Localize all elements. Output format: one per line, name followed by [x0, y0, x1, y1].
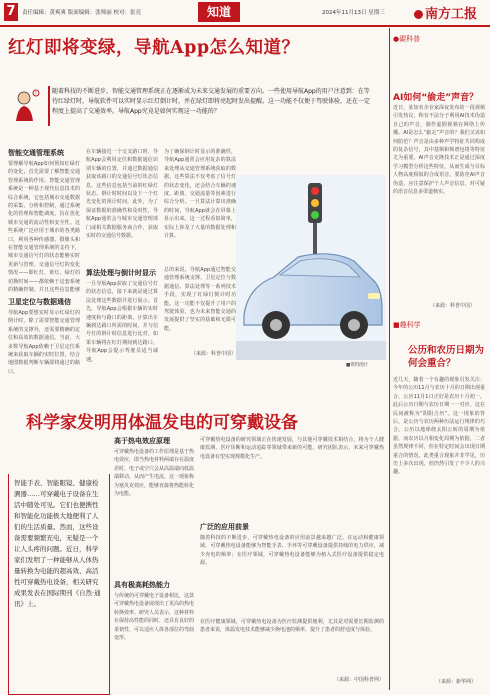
car-illustration — [236, 175, 386, 360]
article2-headline: 科学家发明用体温发电的可穿戴设备 — [26, 413, 298, 433]
article1-headline: 红灯即将变绿，导航App怎么知道？ — [8, 38, 300, 58]
body-text: 一旦导航App获取了交通信号灯的状态信息，接下来就是通过算法处理这些数据并进行展示。首先，导航App会根据车辆的实时速度和与路口的距离，计算出车辆到达路口所需的时间，并与信号灯的倒计时信息进行比对。如果车辆将在红灯期间到达路口，导航App会提示驾驶员适当减速。 — [86, 281, 158, 363]
byline: （来源：科普中国） — [190, 351, 236, 357]
subheading: 算法处理与倒计时显示 — [86, 269, 156, 277]
body-text: 在车辆接近一个交叉路口时，导航App会利用定位和数据通信识别车辆的位置，并通过数据通信获取该路口的交通信号灯状态信息。这些信息包括当前的红绿灯状态、倒计时时间以及下一个灯光变化的预计时间。此外，为了保证数据的准确性和及时性，导航App通常会与城市交通管理部门或相关数据服务商合作，获取实时的交通信号数据。 — [86, 149, 158, 240]
newspaper-logo — [414, 3, 477, 22]
article1-lead: 随着科技的不断进步，智能交通管理系统正在逐渐成为未来交通发展的重要方向。一些使用导航App的用户注意到：在等待红绿灯时，导航软件可以实时显示红灯倒计时，并在绿灯即将亮起时发出提醒。这一功能不仅便于驾驶体验，还在一定程度上提高了交通效率。导航App究竟是如何实现这一功能的？ — [52, 88, 371, 115]
byline: （来源：中国科普网） — [333, 677, 384, 683]
body-text: 为了确保倒计时显示的准确性，导航App通常会应用复杂的算法来处理从交通管理系统获取的数据。这些算法不仅考虑了信号灯的状态变化，还会结合车辆的速度、距离、交通流量等因素进行综合分析。一旦算法计算出准确的时间，导航App就会在屏幕上显示出来。这一过程看似简单，实际上涉及了大量的数据处理和计算。 — [164, 149, 236, 240]
body-text: 要理解导航App如何预知红绿灯的变化，首先需要了解智能交通管理系统的作用。智能交通管理系统是一种基于现代信息技术的综合系统，它包括城市交通数据的采集、分析和控制，通过系统化的管理和智能调度，旨在优化城市交通的流动性和安全性。这些系统广泛应用于城市的各类路口，利用各种传感器、摄像头和 — [8, 161, 80, 243]
article1-column-3 — [164, 148, 236, 358]
logo-text: 南方工报 — [425, 7, 478, 22]
body-text: 可穿戴热电设备的研究领域正在快速发展，与其他可穿戴技术相结合，将为个人健康监测、医疗诊断和运动追踪等领域带来新的可能。研究团队表示，未来可穿戴热电设备有望实现规模化生产。 — [200, 437, 384, 460]
article2-lead: 智能手表、智能眼镜、健康检测器……可穿戴电子设备在生活中随处可见。它们也便携性和智能化功能极大地便利了人们的生活质量。然而，这些设备需要频繁充电，无疑是一个让人头疼的问题。近日，科学家们发明了一种能够从人体热量转换为电能的超高效、高活性可穿戴热电设备，相关研究成果发表在国际期刊《自然·通讯》上。 — [14, 479, 101, 608]
sidebar1-headline: AI如何“偷走”声音？ — [393, 93, 479, 103]
masthead-rule — [0, 25, 490, 27]
editor-credits: 责任编辑：黄爽爽 版面编辑：张师丽 校对：张亮 — [22, 10, 141, 16]
thinking-person-icon — [10, 88, 42, 122]
subheading: 卫星定位与数据通信 — [8, 298, 71, 306]
sidebar2-headline: 公历和农历日期为何会重合？ — [408, 345, 485, 369]
subheading: 智能交通管理系统 — [8, 149, 64, 157]
body-text: 在智能交通管理系统的支持下，城市交通信号灯的状态能够实时更新与管理。交通信号灯的变化情况——即红灯、黄灯、绿灯的切换时间——都依赖于这套系统的精确控制。并且这些信息能够 — [8, 245, 80, 294]
photo-credit: ■资料图片 — [346, 363, 369, 368]
body-text: 在医疗健康领域，可穿戴热电设备为医疗监测提供便利，尤其是对需要长期监测的患者来说，体温发电技术能够减少换电池的频率，提升了患者的舒适度与体验。 — [200, 619, 384, 634]
article1-column-2 — [86, 148, 158, 388]
article1-column-1 — [8, 148, 80, 389]
section-label: 知道 — [198, 2, 240, 22]
sidebar1-label: ●碳科普 — [393, 35, 421, 43]
logo-mark-icon — [414, 10, 423, 19]
sidebar-divider — [389, 28, 390, 690]
sidebar2-body: 近几天，随着一个有趣的现象引发关注：今年的公历11月与农历十月的日期出现重合，公历11月1日正好是农历十月初一，此后公历日期与农历日期一一对应，这在民间被称为“阴阳合历”。这一现象的背后，是公历与农历两种历法运行规律的巧合。公历以地球绕太阳公转的周期为依据，而农历以月相变化周期为依据，二者虽然规律不同，但在特定时间会出现日期重合的情况。此类重合现象并非罕见，历史上多次出现，但仍然引发了不少人的兴趣。 — [393, 377, 485, 476]
page-number: 7 — [4, 3, 18, 21]
lead-bracket — [48, 86, 50, 126]
article2-column-1 — [114, 436, 194, 692]
sidebar1-byline: （来源：科普中国） — [430, 303, 476, 309]
subheading: 广泛的应用前景 — [200, 523, 249, 531]
body-text: 总的来说，导航App通过智能交通管理系统支撑、卫星定位与数据通信、算法处理等一系列技术手段，实现了红绿灯倒计时功能。这一功能不仅提升了用户的驾驶体验，也为未来智能交通的发展提供了坚实的基础和无限可能。 — [164, 267, 236, 332]
body-text: 随着科技的不断进步，可穿戴热电设备的应用前景越来越广泛。在运动和健康领域，可穿戴热电设备能够为智能手表、手环等可穿戴设备提供持续的电力供应，减少充电的频率；在医疗领域，可穿戴热电设备能够为植入式医疗设备提供稳定电源。 — [200, 535, 384, 567]
subheading: 具有极高耗热能力 — [114, 581, 170, 589]
sidebar2-label: ■趣科学 — [393, 321, 421, 329]
body-text: 与传统的可穿戴电子设备相比，这款可穿戴热电设备展现出了更高的热电转换效率。研究人员表示，这种材料在保持高性能的同时，还具有良好的柔韧性，可以适应人体各部位的弯曲变形。 — [114, 593, 194, 642]
subheading: 高于热电效应原理 — [114, 437, 170, 445]
svg-text:?: ? — [34, 91, 37, 96]
issue-date: 2024年11月13日 星期三 — [322, 10, 385, 16]
body-text: 可穿戴热电设备的工作原理是基于热电效应，即当热电材料两端存在温度差时，电子或空穴会从高温端向低温端移动，从而产生电流。这一现象称为塞贝克效应，能够直接将热能转化为电能。 — [114, 449, 194, 498]
sidebar2-byline: （来源：新华网） — [436, 679, 477, 685]
article2-column-2 — [200, 436, 384, 684]
body-text: 导航App要想实时显示红绿灯的倒计时，除了需要智能交通管理系统的支撑外，还需要精确的定位和高效的数据通信。当前，大多数导航App依赖于卫星定位系统来获取车辆的实时位置，结合地图数据判断车辆即将通过的路口。 — [8, 310, 80, 375]
sidebar1-body: 近日，某知名企业家深夜发布的一段视频引发热议，称有不法分子利用AI技术伪造自己的声音，制作虚假视频在网络上传播。AI是怎么“偷走”声音的？我们又该如何防范？声音是由多种声学特征共同构成的复杂信号，其中基频和频谱包络等特征尤为重要。AI声音克隆技术正是通过深度学习模型分析这些特征，从而生成与目标人物高度相似的合成语音。要防范AI声音伪造，应注意保护个人声音信息，对可疑的语音信息多渠道核实。 — [393, 105, 485, 196]
